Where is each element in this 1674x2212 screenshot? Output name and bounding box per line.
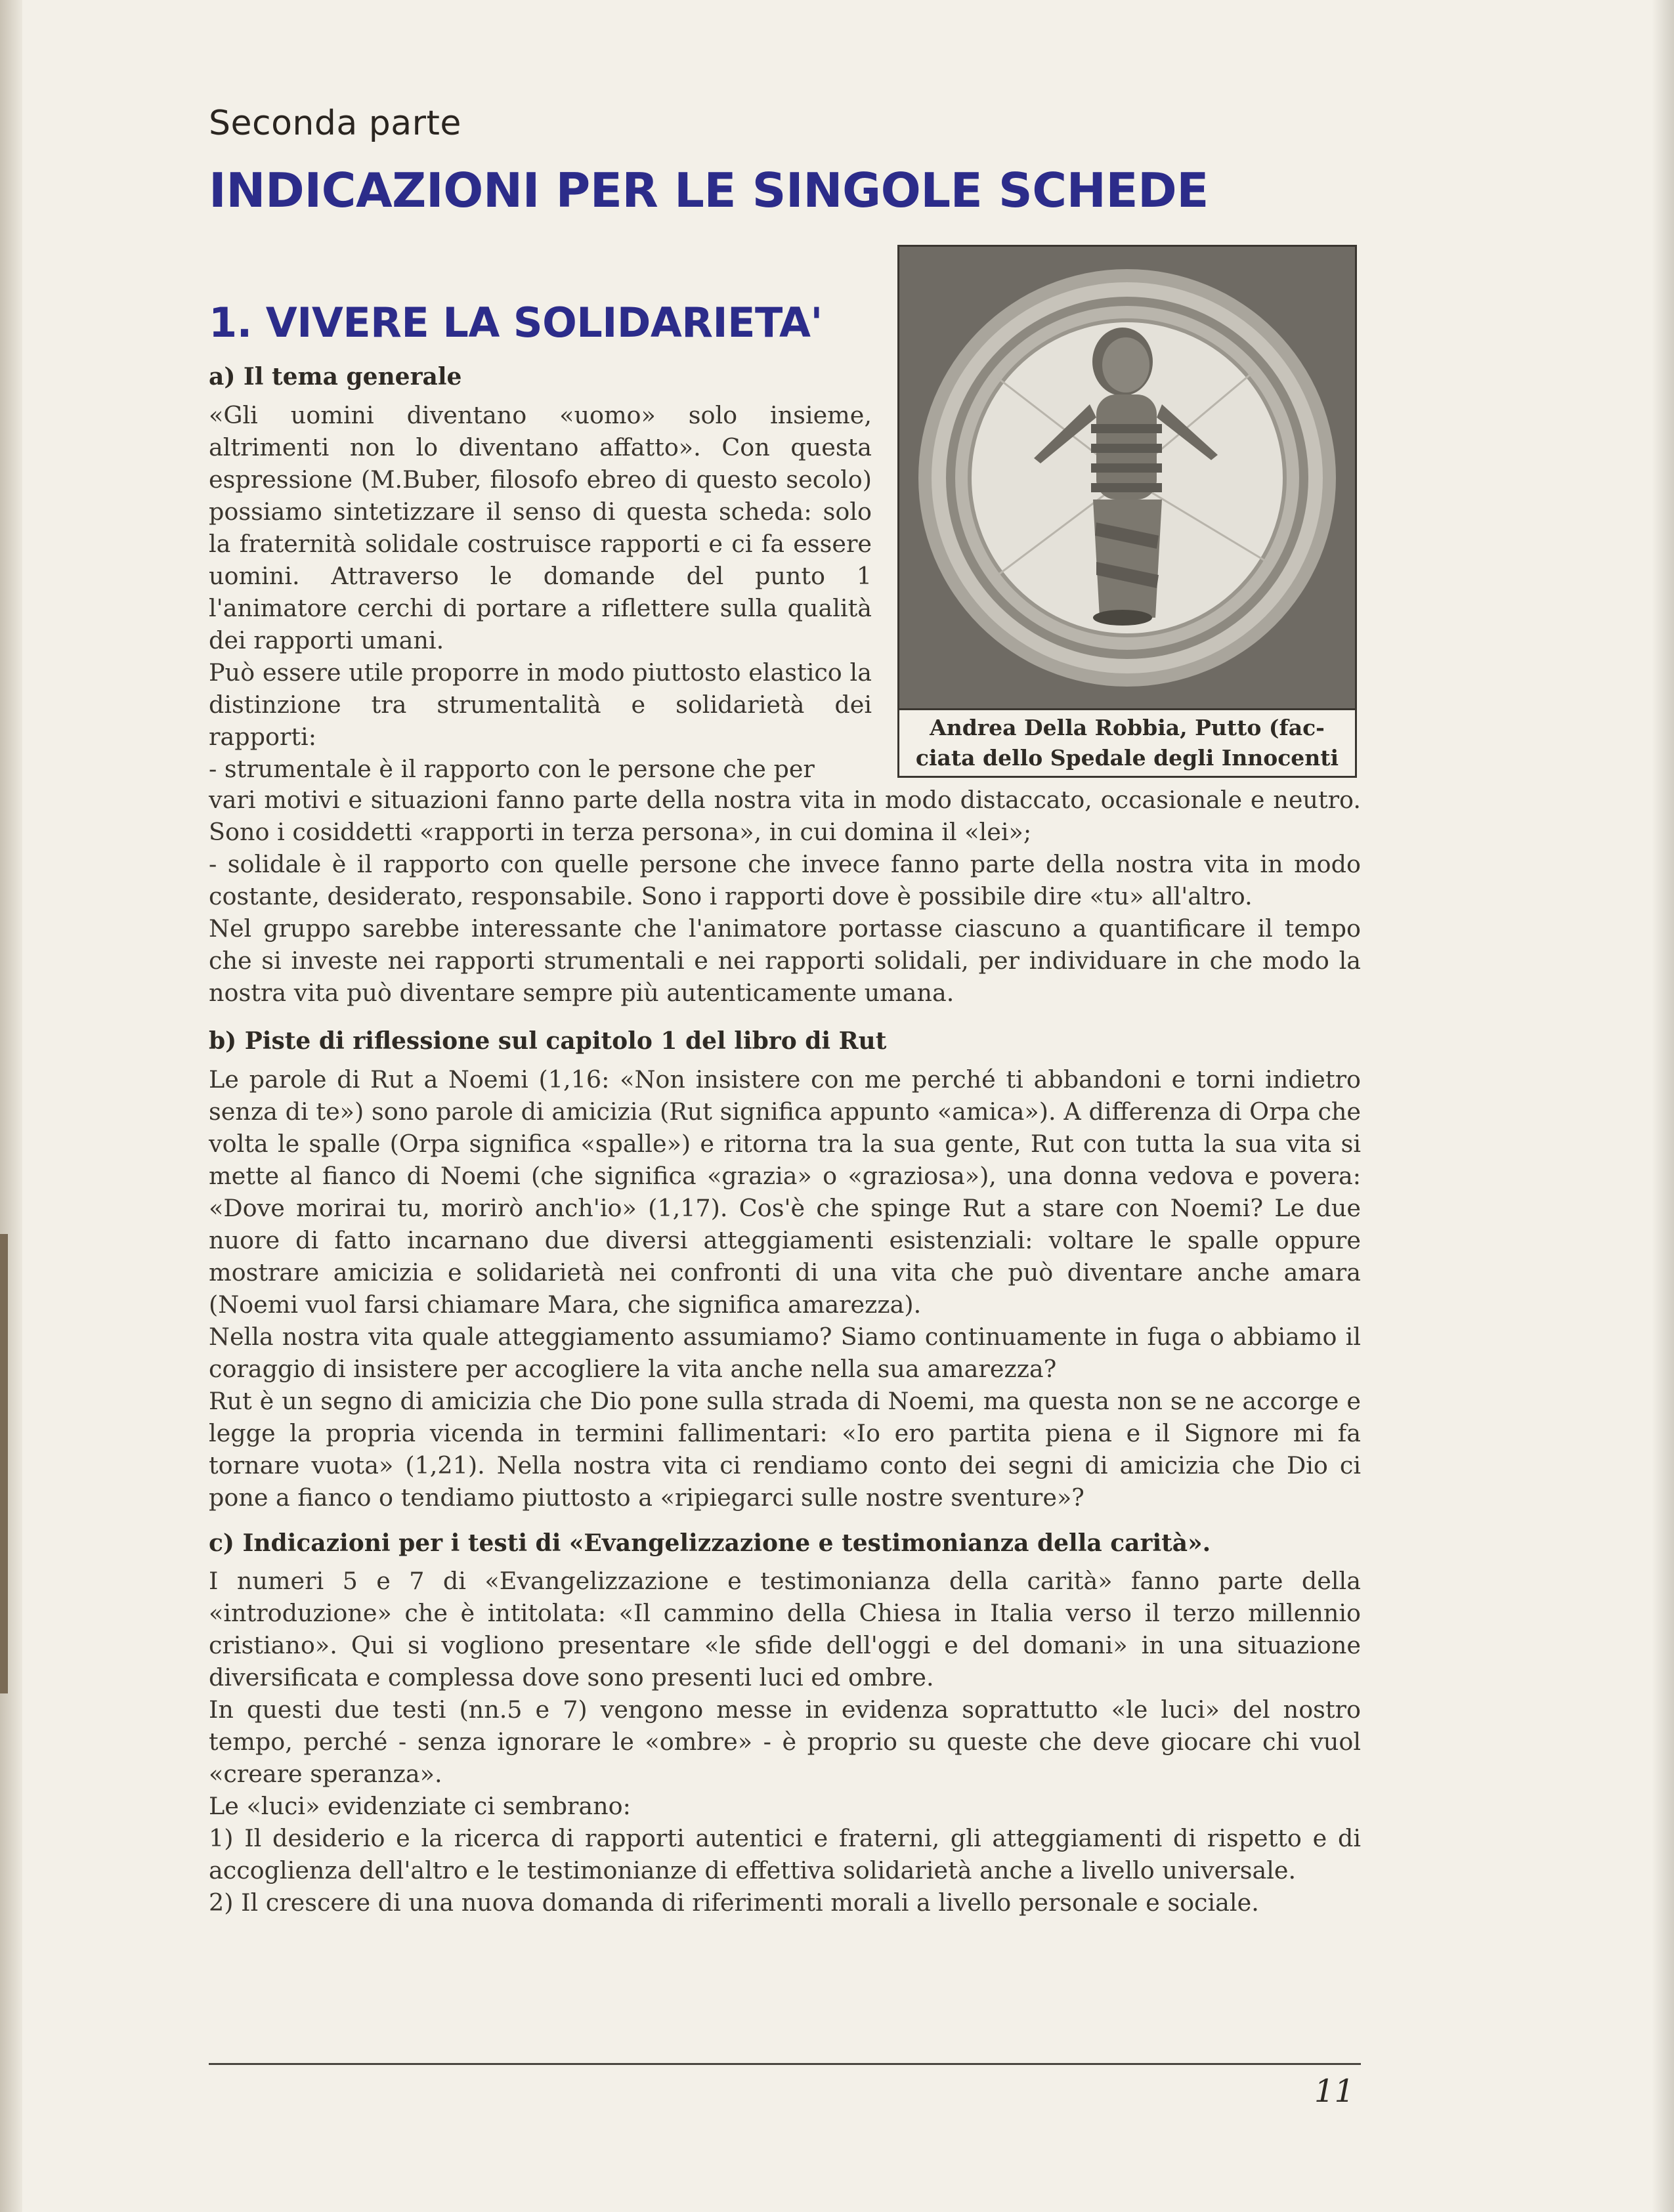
heading-part-b: b) Piste di riflessione sul capitolo 1 del libro di Rut	[209, 1027, 887, 1055]
binding-mark	[0, 1234, 8, 1693]
paragraph: 2) Il crescere di una nuova domanda di riferimenti morali a livello personale e sociale.	[209, 1888, 1259, 1917]
heading-part-a: a) Il tema generale	[209, 363, 462, 391]
page-edge	[1652, 0, 1674, 2212]
roundel-photo	[899, 247, 1355, 708]
figure	[897, 245, 1357, 778]
putto-roundel-image	[899, 247, 1355, 708]
paragraph: Può essere utile proporre in modo piuttosto elastico la distinzione tra strumentalità e solidarietà dei rapporti:	[209, 658, 872, 751]
paragraph: vari motivi e situazioni fanno parte della nostra vita in modo distaccato, occasionale e neutro. Sono i cosiddetti «rapporti in terza persona», in cui domina il «lei»;	[209, 786, 1361, 846]
part-subtitle: Seconda parte	[209, 104, 461, 143]
paragraph: Rut è un segno di amicizia che Dio pone sulla strada di Noemi, ma questa non se ne accorge e legge la propria vicenda in termini fallimentari: «Io ero partita piena e il Signore mi fa tornare vuota» (1,21). Nella nostra vita ci rendiamo conto dei segni di amicizia che Dio ci pone a fianco o tendiamo piuttosto a «ripiegarci sulle nostre sventure»?	[209, 1387, 1361, 1512]
page-title: INDICAZIONI PER LE SINGOLE SCHEDE	[209, 163, 1209, 218]
footer-rule	[209, 2063, 1361, 2065]
part-a-intro	[209, 399, 872, 785]
paragraph: Nel gruppo sarebbe interessante che l'animatore portasse ciascuno a quantificare il tempo che si investe nei rapporti strumentali e nei rapporti solidali, per individuare in che modo la nostra vita può diventare sempre più autenticamente umana.	[209, 914, 1361, 1007]
paragraph: «Gli uomini diventano «uomo» solo insieme, altrimenti non lo diventano affatto». Con questa espressione (M.Buber, filosofo ebreo di questo secolo) possiamo sintetizzare il senso di questa scheda: solo la fraternità solidale costruisce rapporti e ci fa essere uomini. Attraverso le domande del punto 1 l'animatore cerchi di portare a riflettere sulla qualità dei rapporti umani.	[209, 401, 872, 654]
section-title: 1. VIVERE LA SOLIDARIETA'	[209, 299, 823, 347]
paragraph: - solidale è il rapporto con quelle persone che invece fanno parte della nostra vita in modo costante, desiderato, responsabile. Sono i rapporti dove è possibile dire «tu» all'altro.	[209, 850, 1361, 910]
paragraph: - strumentale è il rapporto con le persone che per	[209, 755, 815, 783]
paragraph: I numeri 5 e 7 di «Evangelizzazione e testimonianza della carità» fanno parte della «introduzione» che è intitolata: «Il cammino della Chiesa in Italia verso il terzo millennio cristiano». Qui si vogliono presentare «le sfide dell'oggi e del domani» in una situazione diversificata e complessa dove sono presenti luci ed ombre.	[209, 1567, 1361, 1691]
page-spine	[0, 0, 22, 2212]
part-c-body	[209, 1565, 1361, 1919]
part-b-body	[209, 1063, 1361, 1514]
heading-part-c: c) Indicazioni per i testi di «Evangelizzazione e testimonianza della carità».	[209, 1529, 1211, 1557]
caption-line-1: Andrea Della Robbia, Putto (fac-	[930, 715, 1325, 740]
paragraph: In questi due testi (nn.5 e 7) vengono messe in evidenza soprattutto «le luci» del nostro tempo, perché - senza ignorare le «ombre» - è proprio su queste che deve giocare chi vuol «creare speranza».	[209, 1695, 1361, 1788]
figure-caption	[899, 708, 1355, 776]
paragraph: Le parole di Rut a Noemi (1,16: «Non insistere con me perché ti abbandoni e torni indietro senza di te») sono parole di amicizia (Rut significa appunto «amica»). A differenza di Orpa che volta le spalle (Orpa significa «spalle») e ritorna tra la sua gente, Rut con tutta la sua vita si mette al fianco di Noemi (che significa «grazia» o «graziosa»), una donna vedova e povera: «Dove morirai tu, morirò anch'io» (1,17). Cos'è che spinge Rut a stare con Noemi? Le due nuore di fatto incarnano due diversi atteggiamenti esistenziali: voltare le spalle oppure mostrare amicizia e solidarietà nei confronti di una vita che può diventare anche amara (Noemi vuol farsi chiamare Mara, che significa amarezza).	[209, 1065, 1361, 1319]
part-a-body	[209, 784, 1361, 1009]
paragraph: 1) Il desiderio e la ricerca di rapporti autentici e fraterni, gli atteggiamenti di rispetto e di accoglienza dell'altro e le testimonianze di effettiva solidarietà anche a livello universale.	[209, 1824, 1361, 1884]
caption-line-2: ciata dello Spedale degli Innocenti	[915, 745, 1339, 771]
page-number: 11	[1314, 2073, 1354, 2110]
paragraph: Le «luci» evidenziate ci sembrano:	[209, 1792, 631, 1820]
paragraph: Nella nostra vita quale atteggiamento assumiamo? Siamo continuamente in fuga o abbiamo il coraggio di insistere per accogliere la vita anche nella sua amarezza?	[209, 1323, 1361, 1383]
